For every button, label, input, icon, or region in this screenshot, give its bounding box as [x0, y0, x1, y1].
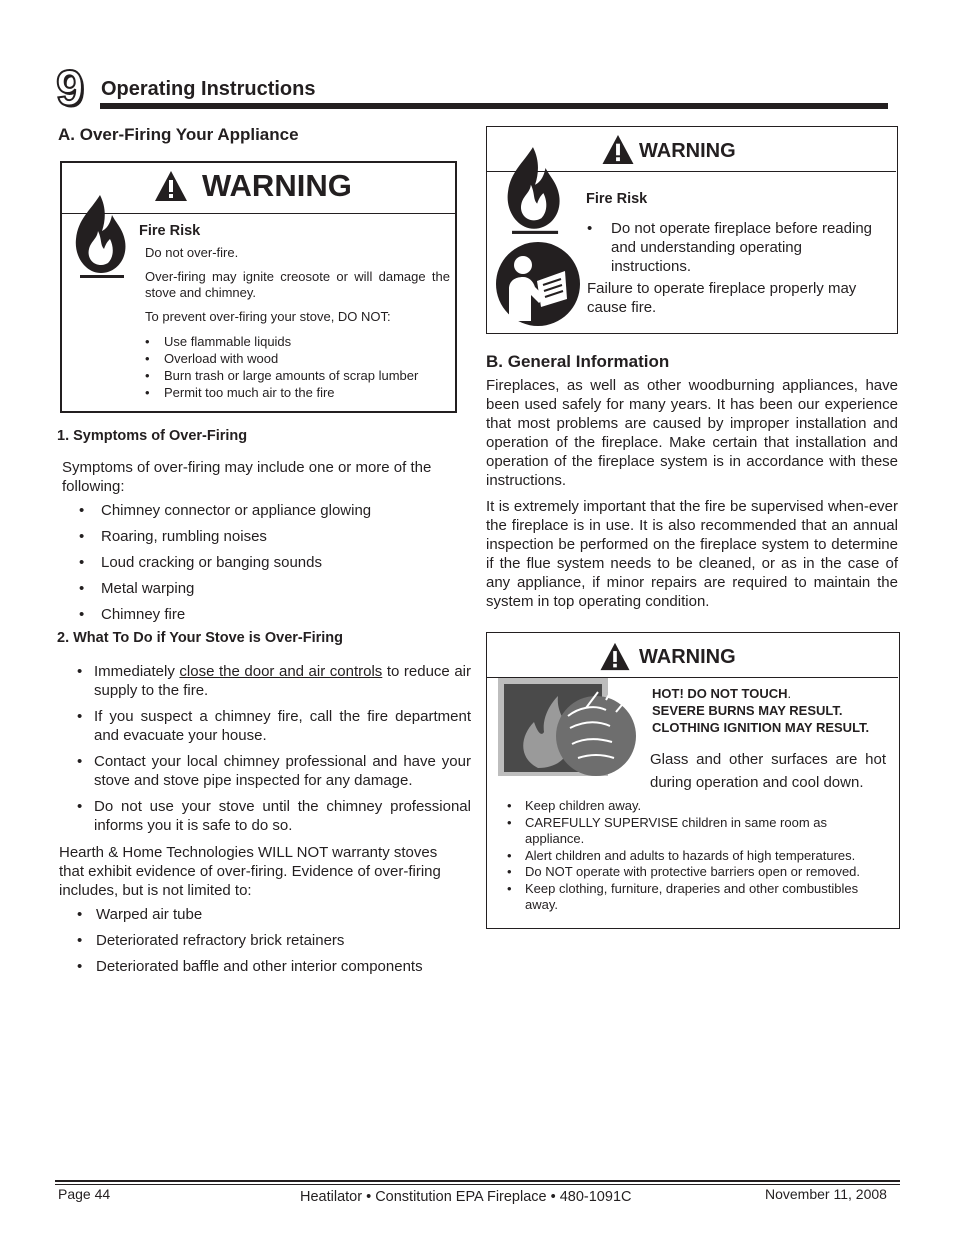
what-to-do-heading: 2. What To Do if Your Stove is Over-Firing [57, 630, 343, 646]
what-to-do-list [77, 662, 471, 835]
hot-line-2: SEVERE BURNS MAY RESULT. [652, 703, 843, 718]
symptoms-heading: 1. Symptoms of Over-Firing [57, 428, 248, 444]
operate-warning-box [486, 126, 898, 334]
operate-subtitle: Fire Risk [586, 191, 648, 207]
footer-rule-thin [55, 1184, 900, 1185]
overfire-warning-box [60, 161, 457, 413]
chapter-title: Operating Instructions [101, 78, 316, 100]
symptoms-list [79, 501, 459, 624]
list-item: • Metal warping [79, 579, 459, 598]
list-item: • Contact your local chimney professional and have your stove and stove pipe inspected for any damage. [77, 752, 471, 790]
list-item: • Permit too much air to the fire [145, 384, 450, 401]
warning-triangle-icon [154, 170, 188, 202]
list-item: • Warped air tube [77, 905, 467, 924]
overfire-text [145, 245, 450, 401]
overfire-warning-title: WARNING [202, 168, 352, 203]
footer-document-title: Heatilator • Constitution EPA Fireplace • 480-1091C [300, 1189, 632, 1205]
warranty-text: Hearth & Home Technologies WILL NOT warranty stoves that exhibit evidence of over-firing. Evidence of over-firing includes, but is not limited to: [59, 844, 441, 899]
list-item: • CAREFULLY SUPERVISE children in same room as appliance. [507, 815, 887, 848]
chapter-number: 9 [56, 60, 84, 116]
hot-glass-icon [498, 678, 638, 778]
warning-triangle-icon [601, 134, 635, 165]
bullet1-prefix: Immediately [94, 663, 180, 680]
overfire-line-2: Over-firing may ignite creosote or will damage the stove and chimney. [145, 269, 450, 300]
list-item: • Burn trash or large amounts of scrap lumber [145, 367, 450, 384]
list-item: • Deteriorated baffle and other interior components [77, 957, 467, 976]
hot-bullet-list [507, 798, 887, 914]
hot-warning-box [486, 632, 900, 929]
overfire-line-1: Do not over-fire. [145, 245, 239, 260]
warning-triangle-icon [599, 642, 631, 671]
general-info-para-1: Fireplaces, as well as other woodburning appliances, have been used safely for many years. It has been our experience that most problems are caused by improper installation and operation of the fireplace. Make certain that installation and operation of the fireplace system is in accordance with these instructions. [486, 377, 898, 489]
list-item: • Do not use your stove until the chimney professional informs you it is safe to do so. [77, 797, 471, 835]
list-item: • Loud cracking or banging sounds [79, 553, 459, 572]
general-info-para-2: It is extremely important that the fire be supervised when-ever the fireplace is in use. It is also recommended that an annual inspection be performed on the fireplace system to determine if the flue system needs to be cleaned, or as in the case of any appliance, if minor repairs are required to maintain the system in top operating condition. [486, 498, 898, 610]
hot-bold-lines [652, 685, 869, 736]
footer-rule [55, 1180, 900, 1182]
list-item [77, 662, 471, 700]
list-item: • Overload with wood [145, 350, 450, 367]
hot-surfaces-text: Glass and other surfaces are hot during operation and cool down. [650, 751, 886, 791]
close-controls-text: close the door and air controls [179, 663, 383, 680]
list-item: • If you suspect a chimney fire, call the fire department and evacuate your house. [77, 707, 471, 745]
list-item: • Chimney fire [79, 605, 459, 624]
hot-line-3: CLOTHING IGNITION MAY RESULT. [652, 720, 870, 735]
fire-icon [501, 145, 567, 235]
operate-warning-title: WARNING [639, 140, 736, 162]
section-b-heading: B. General Information [486, 352, 670, 371]
overfire-bullet-list [145, 333, 450, 401]
operate-failure-text: Failure to operate fireplace properly may cause fire. [587, 280, 857, 316]
hot-warning-header [487, 633, 898, 678]
list-item: • Chimney connector or appliance glowing [79, 501, 459, 520]
overfire-subtitle: Fire Risk [139, 223, 201, 239]
hot-warning-title: WARNING [639, 646, 736, 668]
symptoms-intro: Symptoms of over-firing may include one or more of the following: [62, 459, 432, 495]
section-a-heading: A. Over-Firing Your Appliance [58, 125, 299, 144]
list-item: • Roaring, rumbling noises [79, 527, 459, 546]
operate-bullet-list [587, 219, 877, 276]
list-item: • Do not operate fireplace before reading and understanding operating instructions. [587, 219, 877, 276]
overfire-line-3: To prevent over-firing your stove, DO NOT: [145, 309, 391, 324]
list-item: • Deteriorated refractory brick retainers [77, 931, 467, 950]
list-item: • Do NOT operate with protective barriers open or removed. [507, 864, 887, 881]
list-item: • Keep clothing, furniture, draperies and other combustibles away. [507, 881, 887, 914]
chapter-rule [100, 103, 888, 109]
fire-icon [70, 193, 132, 279]
evidence-list [77, 905, 467, 976]
bullet1-suffix: to reduce air supply to the fire. [94, 663, 471, 699]
hot-line-1: HOT! DO NOT TOUCH. [652, 686, 792, 701]
list-item: • Keep children away. [507, 798, 887, 815]
page-number: Page 44 [58, 1186, 111, 1202]
list-item: • Use flammable liquids [145, 333, 450, 350]
read-manual-icon [495, 241, 581, 327]
footer-date: November 11, 2008 [765, 1186, 887, 1202]
list-item: • Alert children and adults to hazards of high temperatures. [507, 848, 887, 865]
